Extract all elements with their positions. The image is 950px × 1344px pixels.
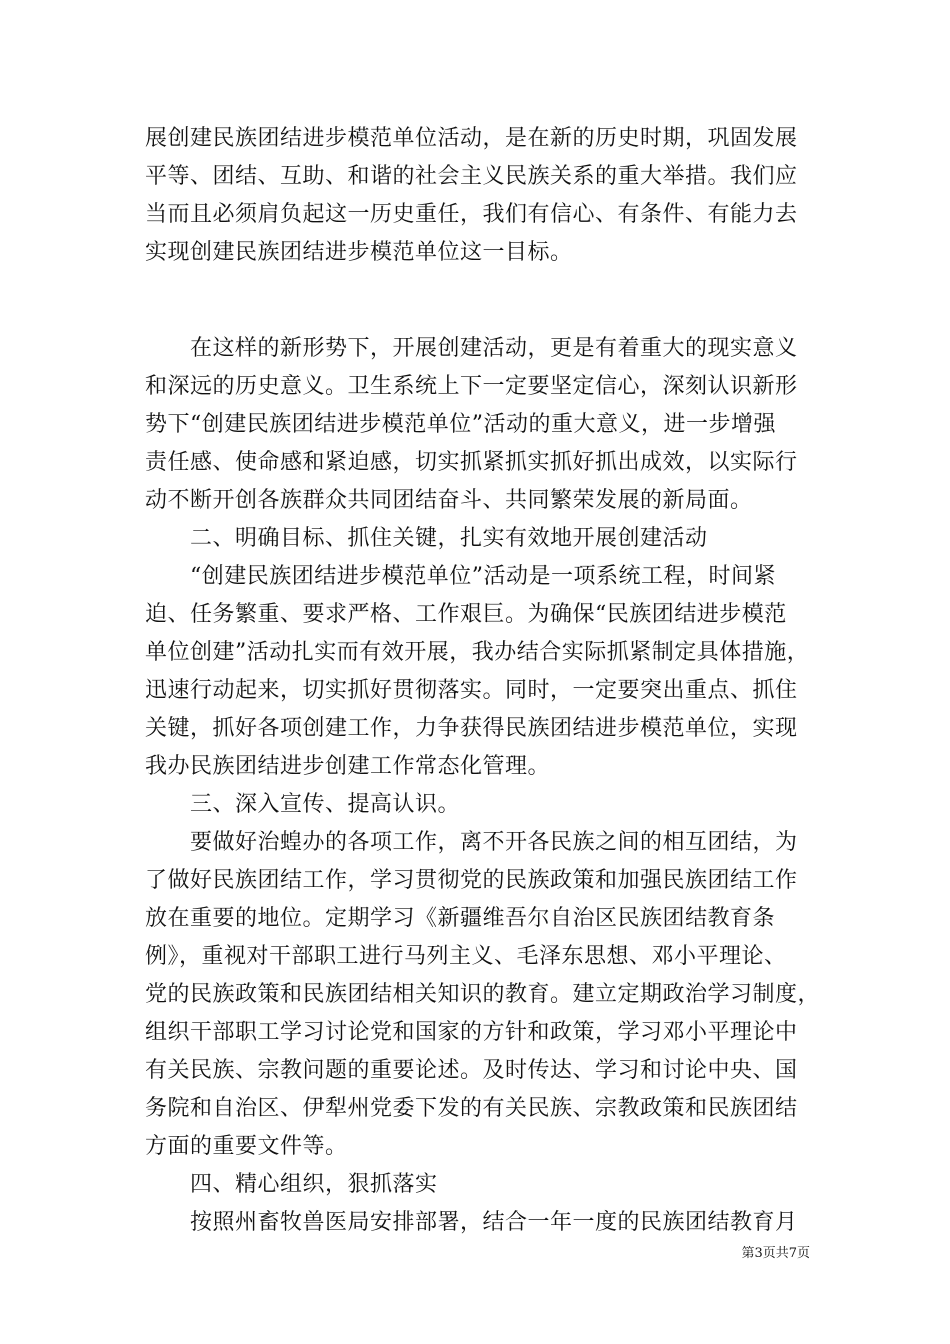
text-line: “创建民族团结进步模范单位”活动是一项系统工程，时间紧	[145, 564, 776, 589]
text-line: 组织干部职工学习讨论党和国家的方针和政策，学习邓小平理论中	[145, 1020, 798, 1045]
text-line: 当而且必须肩负起这一历史重任，我们有信心、有条件、有能力去	[145, 202, 798, 227]
text-line: 要做好治蝗办的各项工作，离不开各民族之间的相互团结，为	[145, 830, 798, 855]
text-line: 例》，重视对干部职工进行马列主义、毛泽东思想、邓小平理论、	[145, 944, 787, 969]
text-line: 势下“创建民族团结进步模范单位”活动的重大意义，进一步增强	[145, 412, 776, 437]
section-heading: 二、明确目标、抓住关键，扎实有效地开展创建活动	[145, 526, 708, 551]
text-line: 按照州畜牧兽医局安排部署，结合一年一度的民族团结教育月	[145, 1210, 798, 1235]
section-heading: 三、深入宣传、提高认识。	[145, 792, 461, 817]
text-line: 迫、任务繁重、要求严格、工作艰巨。为确保“民族团结进步模范	[145, 602, 787, 627]
text-line: 务院和自治区、伊犁州党委下发的有关民族、宗教政策和民族团结	[145, 1096, 798, 1121]
text-line: 和深远的历史意义。卫生系统上下一定要坚定信心，深刻认识新形	[145, 374, 798, 399]
text-line: 党的民族政策和民族团结相关知识的教育。建立定期政治学习制度，	[145, 982, 821, 1007]
text-line: 责任感、使命感和紧迫感，切实抓紧抓实抓好抓出成效，以实际行	[145, 450, 798, 475]
text-line: 我办民族团结进步创建工作常态化管理。	[145, 754, 551, 779]
section-heading: 四、精心组织，狠抓落实	[145, 1172, 438, 1197]
text-line: 关键，抓好各项创建工作，力争获得民族团结进步模范单位，实现	[145, 716, 798, 741]
text-line: 平等、团结、互助、和谐的社会主义民族关系的重大举措。我们应	[145, 164, 798, 189]
text-line: 单位创建”活动扎实而有效开展，我办结合实际抓紧制定具体措施，	[145, 640, 810, 665]
text-line: 动不断开创各族群众共同团结奋斗、共同繁荣发展的新局面。	[145, 488, 753, 513]
text-line: 有关民族、宗教问题的重要论述。及时传达、学习和讨论中央、国	[145, 1058, 798, 1083]
text-line: 放在重要的地位。定期学习《新疆维吾尔自治区民族团结教育条	[145, 906, 776, 931]
text-line: 了做好民族团结工作，学习贯彻党的民族政策和加强民族团结工作	[145, 868, 798, 893]
text-line: 实现创建民族团结进步模范单位这一目标。	[145, 240, 573, 265]
text-line: 展创建民族团结进步模范单位活动，是在新的历史时期，巩固发展	[145, 126, 798, 151]
text-line: 在这样的新形势下，开展创建活动，更是有着重大的现实意义	[145, 336, 798, 361]
text-line: 迅速行动起来，切实抓好贯彻落实。同时，一定要突出重点、抓住	[145, 678, 798, 703]
text-line: 方面的重要文件等。	[145, 1134, 348, 1159]
page-number: 第3页共7页	[741, 1246, 810, 1261]
